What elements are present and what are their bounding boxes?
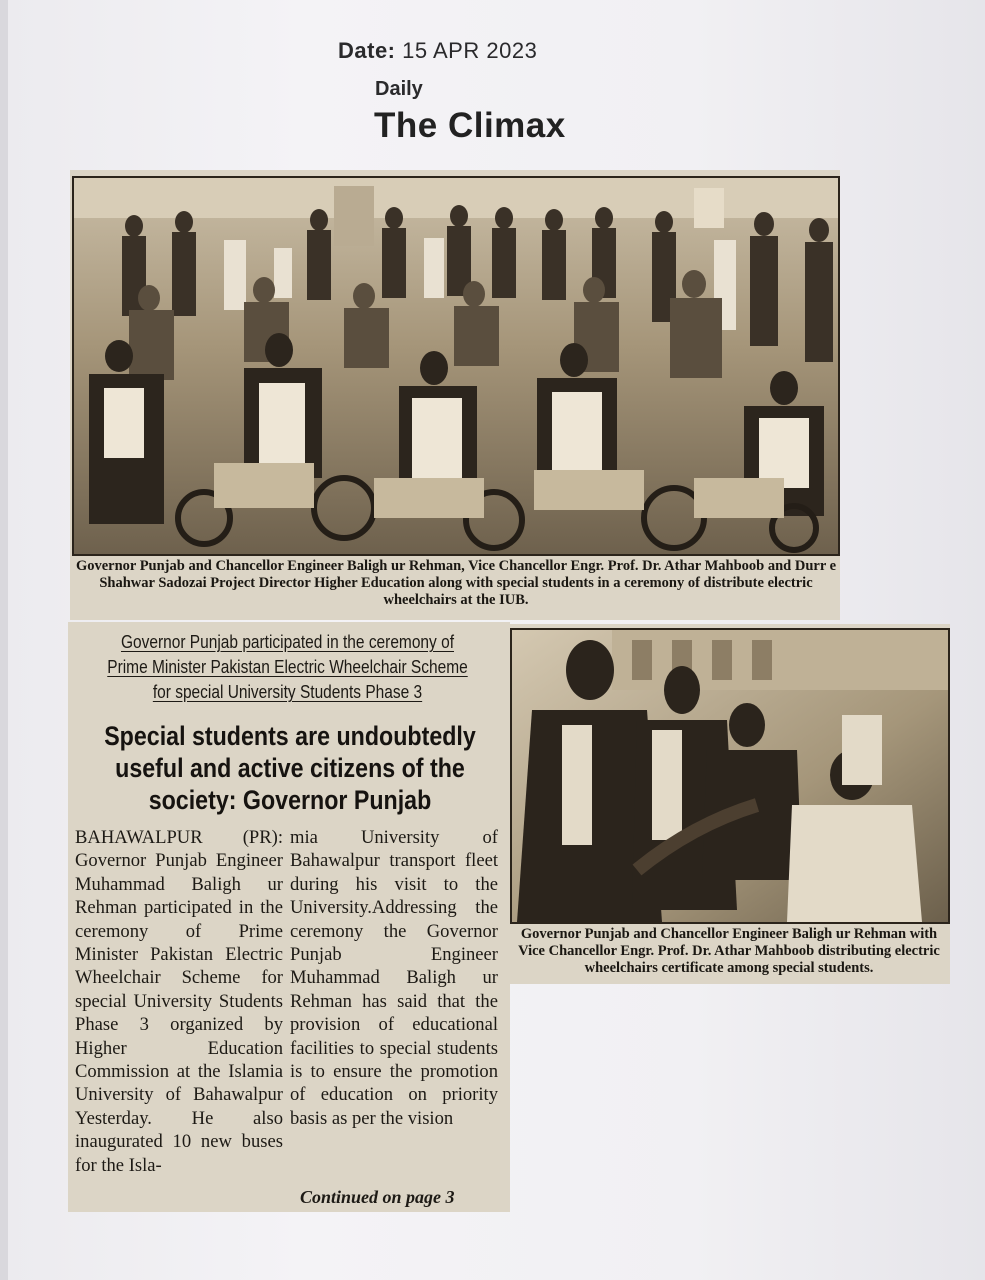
article-column-1-text: BAHAWALPUR (PR): Governor Punjab Engineer Muhammad Baligh ur Rehman participated in the ceremony of Prime Minister Pakistan Electric Wheelchair Scheme for special University Students Phase 3 organized by Higher Education Commission at the Islamia University of Bahawalpur Yesterday. He also inaugurated 10 new buses for the Isla-: [75, 827, 283, 1176]
photo2-image: [510, 628, 950, 924]
paper-name: The Climax: [374, 106, 566, 145]
date-value: 15 APR 2023: [402, 38, 538, 63]
photo1-image: [72, 176, 840, 556]
continued-note: Continued on page 3: [300, 1187, 455, 1207]
clipping-date: [338, 38, 537, 64]
article-column-2: [290, 826, 498, 1130]
date-label: Date:: [338, 38, 396, 63]
paper-frequency: Daily: [375, 78, 423, 100]
article-kicker: [105, 630, 471, 705]
article-column-2-text: mia University of Bahawalpur transport fleet during his visit to the University.Addressing the ceremony the Governor Punjab Engineer Muhammad Baligh ur Rehman has said that the provision of educational facilities to special students is to ensure the promotion of education on priority basis as per the vision: [290, 827, 498, 1129]
article-kicker-text: Governor Punjab participated in the ceremony of Prime Minister Pakistan Electric Wheelchair Scheme for special University Students Phase 3: [107, 632, 468, 702]
photo2-caption: Governor Punjab and Chancellor Engineer Baligh ur Rehman with Vice Chancellor Engr. Prof. Dr. Athar Mahboob distributing electric wheelchairs certificate among special students.: [518, 926, 940, 976]
photo1-caption: Governor Punjab and Chancellor Engineer Baligh ur Rehman, Vice Chancellor Engr. Prof. Dr. Athar Mahboob and Durr e Shahwar Sadozai Project Director Higher Education along with special students in a ceremony of distribute electric wheelchairs at the IUB.: [75, 558, 837, 608]
article-headline: Special students are undoubtedly useful and active citizens of the society: Governor Punjab: [104, 721, 476, 815]
article-column-1: [75, 826, 283, 1177]
